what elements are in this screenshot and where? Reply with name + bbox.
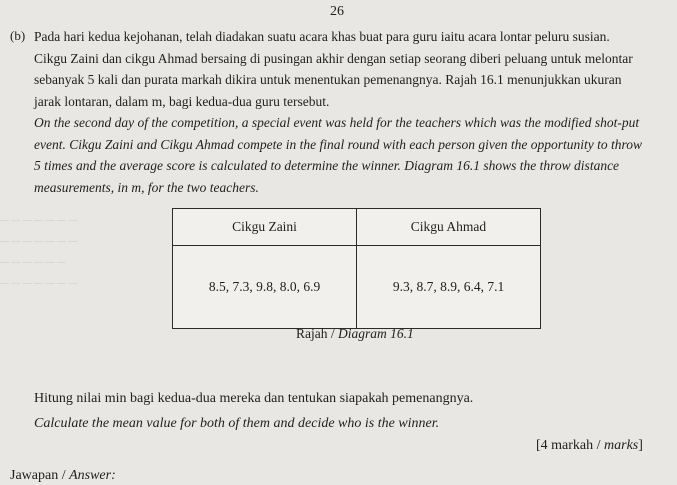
question-text-malay: Pada hari kedua kejohanan, telah diadakan suatu acara khas buat para guru iaitu acara lontar peluru susian. Cikgu Zaini dan cikgu Ahmad bersaing di pusingan akhir dengan setiap seorang diberi peluang untuk melontar sebanyak 5 kali dan purata markah dikira untuk menentukan pemenangnya. Rajah 16.1 menunjukkan ukuran jarak lontaran, dalam m, bagi kedua-dua guru tersebut. (34, 29, 633, 109)
caption-english: Diagram 16.1 (338, 326, 414, 341)
marks-prefix: [4 markah / (536, 438, 605, 453)
table-cell-zaini: 8.5, 7.3, 9.8, 8.0, 6.9 (173, 246, 357, 329)
marks-label (536, 438, 643, 454)
answer-malay: Jawapan / (10, 468, 70, 483)
question-label: (b) (10, 28, 26, 43)
caption-malay: Rajah / (296, 326, 338, 341)
instruction-english: Calculate the mean value for both of them and decide who is the winner. (34, 416, 440, 431)
marks-english: marks (604, 438, 639, 453)
table-header-zaini: Cikgu Zaini (173, 209, 357, 246)
answer-english: Answer: (69, 468, 116, 483)
table-cell-ahmad: 9.3, 8.7, 8.9, 6.4, 7.1 (357, 246, 541, 329)
throw-distance-table (172, 208, 541, 329)
page-number: 26 (330, 4, 344, 19)
show-through-text: — — — — — — — — — — — — — — — — — — — — — — — — — — — (0, 215, 78, 289)
marks-suffix: ] (638, 438, 643, 453)
answer-label (10, 468, 116, 484)
question-text-english: On the second day of the competition, a special event was held for the teachers which was the modified shot-put event. Cikgu Zaini and Cikgu Ahmad compete in the final round with each person given the opportunity to throw 5 times and the average score is calculated to determine the winner. Diagram 16.1 shows the throw distance measurements, in m, for the two teachers. (34, 115, 643, 195)
instruction-malay: Hitung nilai min bagi kedua-dua mereka dan tentukan siapakah pemenangnya. (34, 391, 474, 406)
diagram-caption (296, 326, 414, 342)
table-header-ahmad: Cikgu Ahmad (357, 209, 541, 246)
